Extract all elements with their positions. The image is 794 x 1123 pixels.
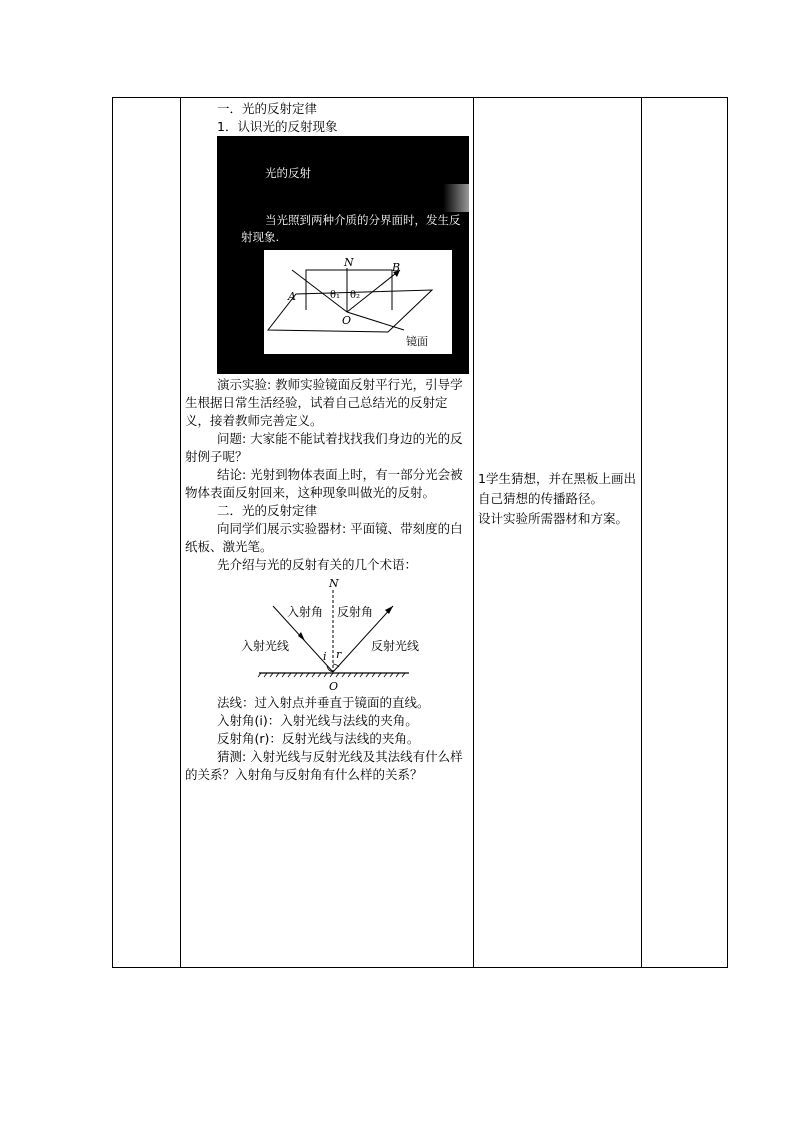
slide-title: 光的反射 [265, 166, 311, 180]
student-guess-text: 1学生猜想，并在黑板上画出自己猜想的传播路径。 [478, 471, 636, 506]
section2-heading: 二．光的反射定律 [217, 503, 318, 518]
conclusion-paragraph: 结论: 光射到物体表面上时，有一部分光会被物体表面反射回来，这种现象叫做光的反射。 [185, 467, 463, 500]
lesson-plan-table [112, 97, 728, 968]
student-activity-cell [474, 98, 642, 968]
mirror-reflection-diagram [264, 250, 452, 354]
reflection-terms-diagram [225, 576, 445, 694]
incident-angle-label: 入射角 [287, 605, 324, 619]
reflection-diagram-box [264, 250, 452, 354]
point-label-O: O [329, 680, 339, 693]
reflection-definition: 反射角(r)：反射光线与法线的夹角。 [217, 731, 420, 746]
incident-arrowhead [298, 632, 305, 641]
slide-text: 当光照到两种介质的分界面时，发生反射现象. [241, 213, 461, 244]
label-O: O [342, 314, 352, 327]
mirror-pointer-line [347, 312, 404, 330]
question-paragraph: 问题: 大家能不能试着找找我们身边的光的反射例子呢？ [185, 431, 463, 464]
angle-i-label: i [323, 650, 327, 663]
incidence-definition: 入射角(i)：入射光线与法线的夹角。 [217, 713, 418, 728]
stage-cell [113, 98, 181, 968]
label-N: N [344, 256, 354, 269]
reflection-angle-label: 反射角 [337, 605, 374, 619]
angle-r-arc [333, 664, 339, 667]
angle-r-label: r [336, 648, 342, 661]
label-B: B [392, 261, 401, 274]
normal-definition: 法线：过入射点并垂直于镜面的直线。 [217, 695, 430, 710]
normal-label-N: N [329, 577, 339, 590]
guess-paragraph: 猜测: 入射光线与反射光线及其法线有什么样的关系？入射角与反射角有什么样的关系？ [185, 749, 463, 782]
terms-intro: 先介绍与光的反射有关的几个术语： [217, 557, 418, 572]
label-theta1: θ₁ [330, 290, 341, 301]
label-A: A [288, 290, 296, 303]
incident-ray-label: 入射光线 [241, 639, 290, 653]
label-mirror: 镜面 [406, 335, 428, 348]
table-row [113, 98, 728, 968]
equipment-paragraph: 向同学们展示实验器材: 平面镜、带刻度的白纸板、激光笔。 [185, 521, 463, 554]
section1-heading: 一．光的反射定律 [217, 101, 318, 116]
reflection-slide [217, 136, 469, 374]
reflected-ray-label: 反射光线 [371, 639, 420, 653]
section1-subheading: 1．认识光的反射现象 [217, 119, 338, 134]
teacher-activity-cell [181, 98, 474, 968]
slide-glow-decoration [443, 184, 469, 212]
demo-paragraph: 演示实验: 教师实验镜面反射平行光，引导学生根据日常生活经验，试着自己总结光的反射定义，接着教师完善定义。 [185, 377, 463, 428]
notes-cell [642, 98, 728, 968]
label-theta2: θ₂ [350, 290, 361, 301]
student-design-text: 设计实验所需器材和方案。 [478, 511, 629, 526]
